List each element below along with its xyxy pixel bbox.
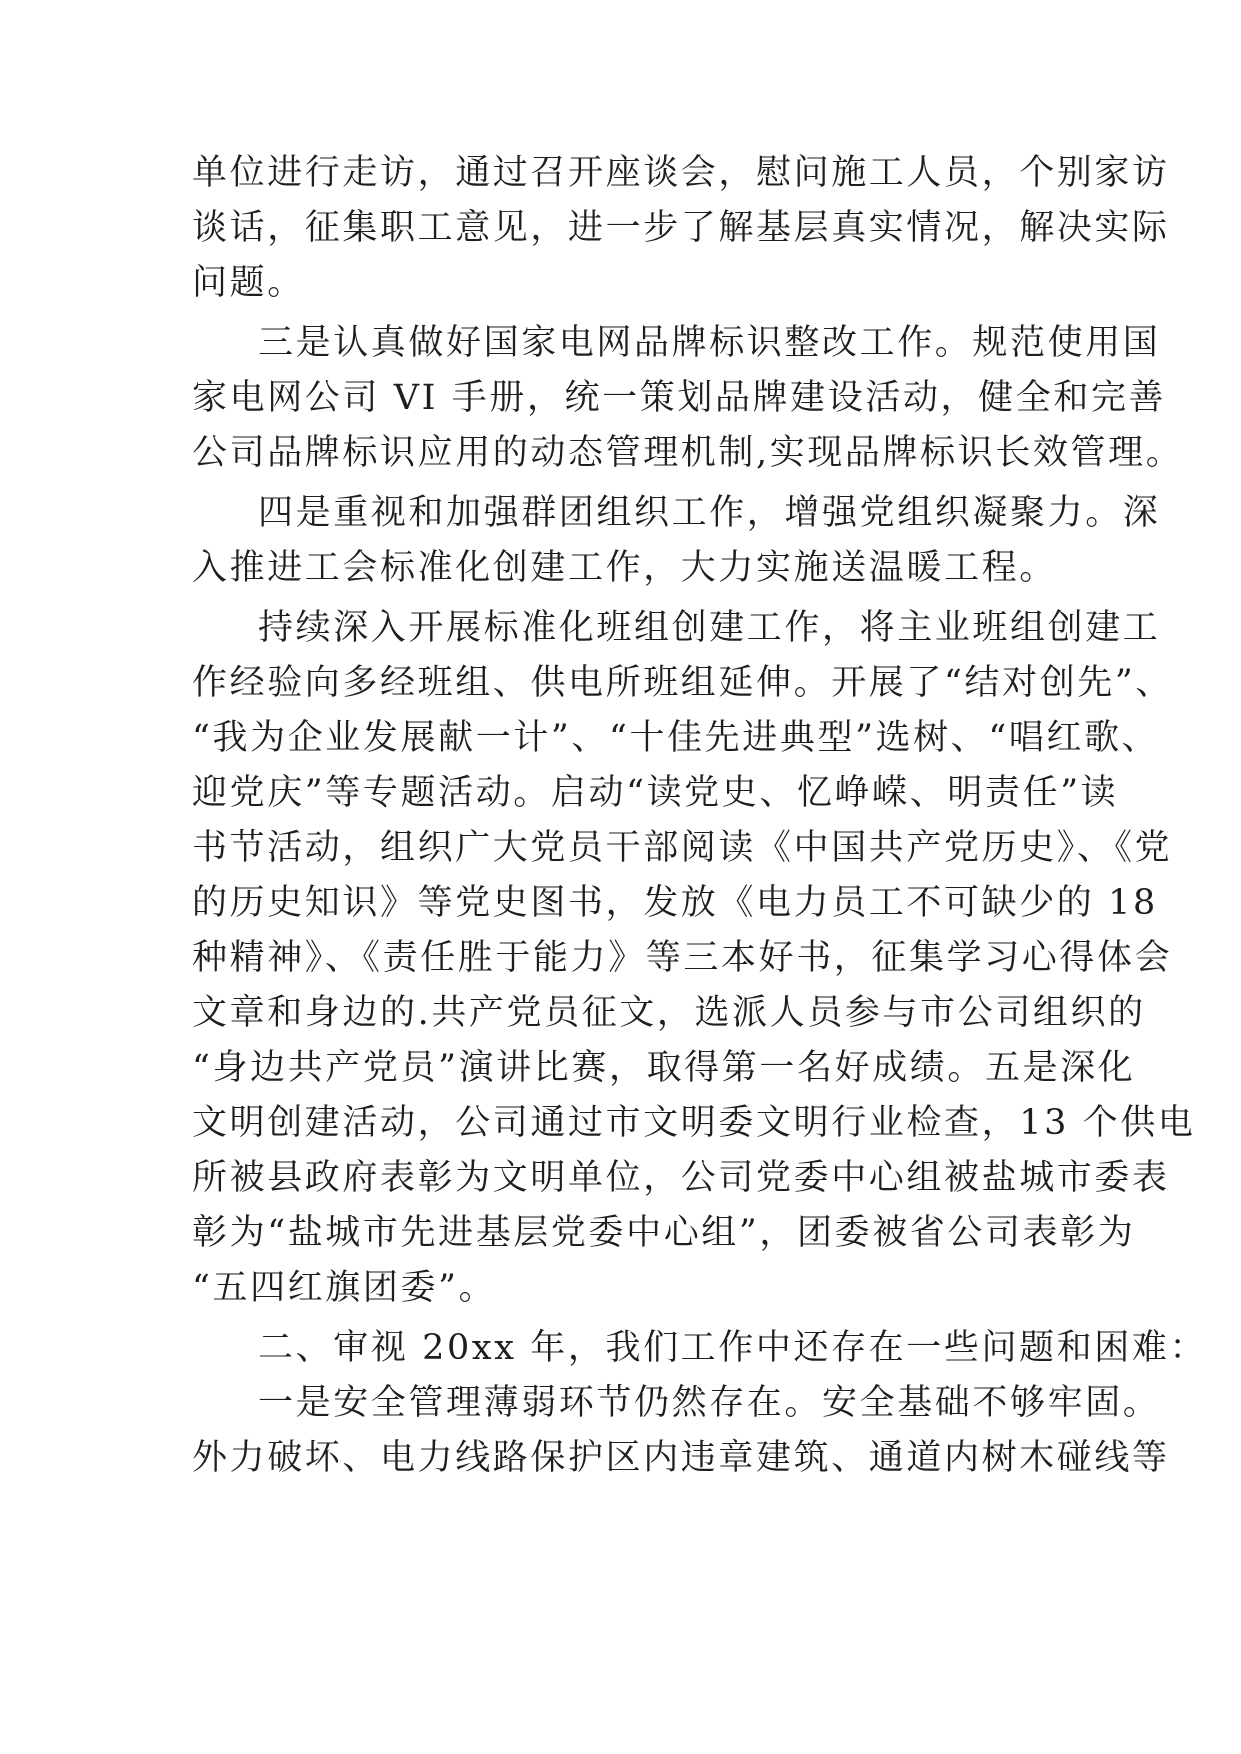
text-line: 谈话，征集职工意见，进一步了解基层真实情况，解决实际: [192, 208, 1170, 248]
text-line: 三是认真做好国家电网品牌标识整改工作。规范使用国: [258, 323, 1161, 363]
text-line: 彰为“盐城市先进基层党委中心组”，团委被省公司表彰为: [192, 1213, 1136, 1253]
text-line: “身边共产党员”演讲比赛，取得第一名好成绩。五是深化: [192, 1048, 1136, 1088]
text-line: 的历史知识》等党史图书，发放《电力员工不可缺少的 18: [192, 883, 1158, 923]
text-line: 外力破坏、电力线路保护区内违章建筑、通道内树木碰线等: [192, 1438, 1170, 1478]
text-line: 作经验向多经班组、供电所班组延伸。开展了“结对创先”、: [192, 663, 1173, 703]
text-line: 文章和身边的.共产党员征文，选派人员参与市公司组织的: [192, 993, 1146, 1033]
text-line: 公司品牌标识应用的动态管理机制,实现品牌标识长效管理。: [192, 433, 1184, 473]
text-line: 问题。: [192, 263, 305, 303]
text-line: “我为企业发展献一计”、“十佳先进典型”选树、“唱红歌、: [192, 718, 1160, 758]
text-line: 家电网公司 VI 手册，统一策划品牌建设活动，健全和完善: [192, 378, 1167, 418]
text-line: 迎党庆”等专题活动。启动“读党史、忆峥嵘、明责任”读: [192, 773, 1119, 813]
text-line: 书节活动，组织广大党员干部阅读《中国共产党历史》、《党: [192, 828, 1173, 868]
text-line: 持续深入开展标准化班组创建工作，将主业班组创建工: [258, 608, 1161, 648]
text-line: 一是安全管理薄弱环节仍然存在。安全基础不够牢固。: [258, 1383, 1161, 1423]
text-line: 所被县政府表彰为文明单位，公司党委中心组被盐城市委表: [192, 1158, 1170, 1198]
text-line: “五四红旗团委”。: [192, 1268, 497, 1308]
text-line: 文明创建活动，公司通过市文明委文明行业检查，13 个供电: [192, 1103, 1196, 1143]
text-line: 单位进行走访，通过召开座谈会，慰问施工人员，个别家访: [192, 153, 1170, 193]
text-line: 二、审视 20xx 年，我们工作中还存在一些问题和困难：: [258, 1328, 1208, 1368]
text-line: 四是重视和加强群团组织工作，增强党组织凝聚力。深: [258, 493, 1161, 533]
text-line: 入推进工会标准化创建工作，大力实施送温暖工程。: [192, 548, 1057, 588]
text-line: 种精神》、《责任胜于能力》等三本好书，征集学习心得体会: [192, 938, 1173, 978]
